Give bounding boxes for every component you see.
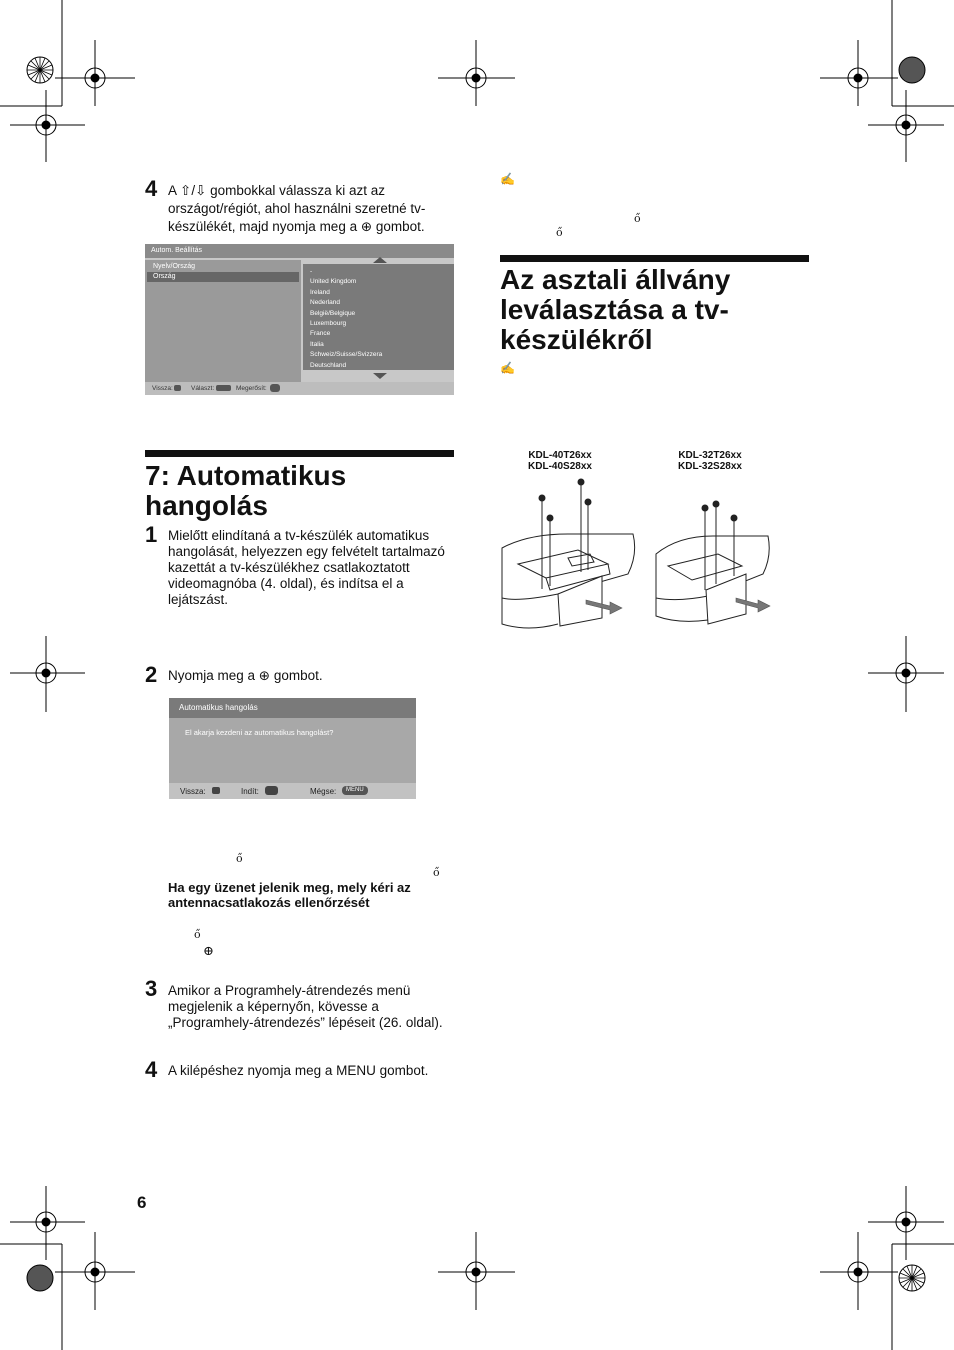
country-list (310, 267, 382, 371)
circle-plus-icon: ⊕ (203, 944, 214, 959)
auto-tuning-screen (169, 698, 416, 799)
model-label-32 (660, 450, 760, 472)
ok-key-icon (265, 786, 278, 795)
country-item[interactable]: Luxembourg (310, 320, 347, 328)
screen2-footer-cancel: Mégse: (310, 787, 337, 796)
step-1-line5: lejátszást. (168, 592, 229, 607)
country-item[interactable]: Deutschland (310, 361, 347, 369)
step-3-text (168, 983, 468, 1031)
country-item[interactable]: - (310, 268, 313, 275)
footer-back: Vissza: (152, 385, 173, 392)
menu-item-country-selected[interactable] (147, 272, 299, 282)
screen-title-bar (145, 244, 454, 258)
step-number-1: 1 (145, 522, 158, 547)
country-item[interactable]: Italia (310, 340, 324, 348)
country-list-panel[interactable] (303, 264, 454, 370)
section-7-title-line2: hangolás (145, 490, 268, 521)
step-4-line1: A ⇧/⇩ gombokkal válassza ki azt az (168, 183, 385, 198)
step-4-line3: készülékét, majd nyomja meg a ⊕ gombot. (168, 219, 425, 234)
step-3-line2: megjelenik a képernyőn, kövesse a (168, 999, 379, 1014)
step-3-line1: Amikor a Programhely-átrendezés menü (168, 983, 411, 998)
step-1-text (168, 528, 463, 608)
antenna-warning-line2: antennacsatlakozás ellenőrzését (168, 895, 370, 910)
section-7-title-line1: 7: Automatikus (145, 460, 347, 491)
step-4-line2: országot/régiót, ahol használni szeretné tv- (168, 201, 426, 216)
note-pencil-icon: ✍ (500, 172, 515, 186)
stand-title-line2: leválasztása a tv- (500, 294, 729, 325)
stray-glyph-1: ő (236, 852, 243, 865)
model-40s: KDL-40S28xx (528, 461, 592, 472)
screen2-footer (169, 783, 416, 799)
stand-removal-illustration (498, 474, 798, 634)
screen2-question: El akarja kezdeni az automatikus hangolást? (185, 728, 334, 737)
screen2-title-bar (169, 698, 416, 718)
step-1-line1: Mielőtt elindítaná a tv-készülék automatikus (168, 528, 430, 543)
step-2-text: Nyomja meg a ⊕ gombot. (168, 668, 323, 683)
scroll-down-arrow-icon[interactable] (373, 373, 387, 379)
step-3-line3: „Programhely-átrendezés” lépéseit (26. oldal). (168, 1015, 443, 1030)
stray-glyph-4: ő (634, 212, 641, 225)
scroll-up-arrow-icon[interactable] (373, 257, 387, 263)
footer-confirm: Megerősít: (236, 385, 267, 392)
stand-title-line1: Az asztali állvány (500, 264, 731, 295)
ok-key-icon (270, 384, 280, 392)
step-number-2: 2 (145, 662, 158, 687)
screen2-footer-back: Vissza: (180, 787, 206, 796)
menu-item-language-country[interactable]: Nyelv/Ország (153, 263, 196, 270)
country-item[interactable]: Ireland (310, 288, 330, 296)
stand-title-line3: készülékről (500, 324, 653, 355)
model-40t: KDL-40T26xx (528, 450, 592, 461)
screen-footer (145, 382, 454, 395)
country-item[interactable]: België/Belgique (310, 309, 356, 317)
screen-title: Autom. Beállítás (151, 247, 202, 254)
step-4-bottom-text: A kilépéshez nyomja meg a MENU gombot. (168, 1063, 429, 1078)
note-pencil-icon: ✍ (500, 361, 515, 375)
back-key-icon (174, 385, 181, 391)
up-down-key-icon (216, 385, 231, 391)
back-key-icon (212, 787, 220, 794)
screen2-title: Automatikus hangolás (179, 703, 258, 712)
step-4-text (168, 183, 463, 235)
step-1-line2: hangolását, helyezzen egy felvételt tartalmazó (168, 544, 445, 559)
model-label-40 (510, 450, 610, 472)
screen2-footer-start: Indít: (241, 787, 259, 796)
left-menu-panel (145, 260, 301, 385)
country-item[interactable]: Schweiz/Suisse/Svizzera (310, 351, 383, 359)
stray-glyph-5: ő (556, 226, 563, 239)
step-number-4-top: 4 (145, 176, 158, 201)
model-32s: KDL-32S28xx (678, 461, 742, 472)
step-1-line3: kazettát a tv-készülékhez csatlakoztatott (168, 560, 410, 575)
stand-section-rule (500, 255, 809, 262)
section-7-rule (145, 450, 454, 457)
page-number: 6 (137, 1193, 147, 1212)
country-select-screen (145, 244, 454, 395)
menu-key-icon: MENU (342, 786, 368, 795)
stray-glyph-2: ő (433, 866, 440, 879)
screw-icon (702, 501, 737, 532)
antenna-warning-line1: Ha egy üzenet jelenik meg, mely kéri az (168, 880, 411, 895)
footer-select: Választ: (191, 385, 215, 392)
stand-section-title (500, 265, 820, 355)
step-1-line4: videomagnóba (4. oldal), és indítsa el a (168, 576, 404, 591)
country-item[interactable]: France (310, 330, 331, 338)
screw-icon (539, 479, 591, 532)
country-item[interactable]: Nederland (310, 299, 340, 307)
country-item[interactable]: United Kingdom (310, 278, 357, 286)
model-32t: KDL-32T26xx (678, 450, 742, 461)
stray-glyph-3: ő (194, 928, 201, 941)
step-number-4-bottom: 4 (145, 1057, 158, 1082)
section-7-title (145, 461, 454, 521)
menu-item-country-label: Ország (153, 273, 176, 280)
antenna-warning-heading (168, 880, 458, 910)
step-number-3: 3 (145, 976, 158, 1001)
